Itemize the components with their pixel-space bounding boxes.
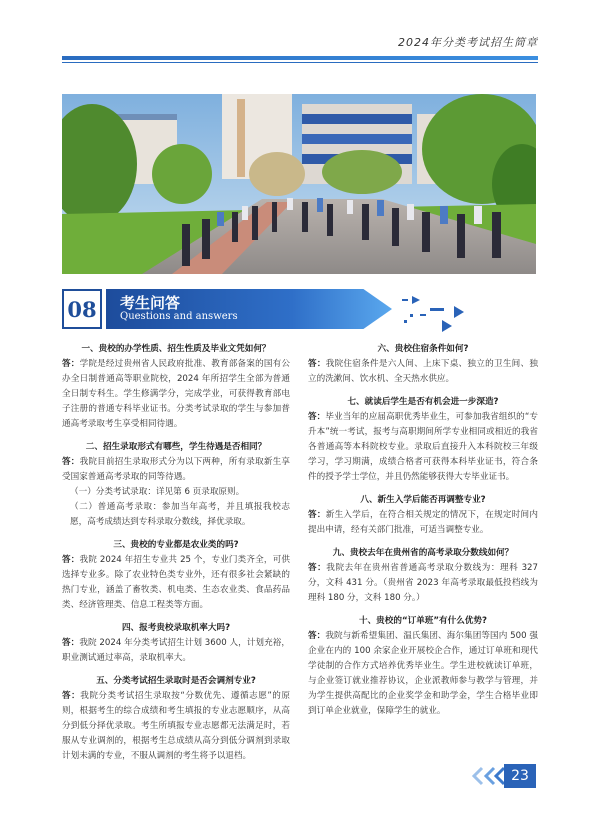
answer: 答：新生入学后，在符合相关规定的情况下，在规定时间内提出申请，经有关部门批准，可适当调整专业。 xyxy=(308,510,538,535)
answer: 答：学院是经过贵州省人民政府批准、教育部备案的国有公办全日制普通高等职业院校，2024 年所招学生全部为普通全日制专科生。学生修满学分，完成学业，可获得教育部电子注册的普通专科毕业证书。分类考试录取的学生与参加普通高考录取考生享受相同待遇。 xyxy=(62,359,290,429)
question: 八、新生入学后能否再调整专业? xyxy=(360,495,486,505)
qa-column-left xyxy=(62,342,290,764)
question: 一、贵校的办学性质、招生性质及毕业文凭如何？ xyxy=(81,344,271,354)
question: 十、贵校的“订单班”有什么优势? xyxy=(358,616,487,626)
section-title: 考生问答 xyxy=(120,294,181,312)
header-title: 2024年分类考试招生简章 xyxy=(398,36,538,49)
answer: 答：我院 2024 年招生专业共 25 个，专业门类齐全，可供选择专业多。除了农业特色类专业外，还有很多社会紧缺的热门专业，涵盖了畜牧类、机电类、生态农业类、食品药品类、经济管理类、信息工程类等方面。 xyxy=(62,555,290,610)
section-number: 08 xyxy=(62,289,102,329)
section-subtitle: Questions and answers xyxy=(120,311,238,322)
question: 七、就读后学生是否有机会进一步深造? xyxy=(347,397,499,407)
answer: 答：我院去年在贵州省普通高考录取分数线为：理科 327 分，文科 431 分。（贵州省 2023 年高考录取最低投档线为理科 180 分，文科 180 分。） xyxy=(308,563,538,603)
page-number-block xyxy=(466,764,536,788)
answer: 答：毕业当年的应届高职优秀毕业生，可参加我省组织的“专升本”统一考试，报考与高职期间所学专业相同或相近的我省各普通高等本科院校专业。录取后直接升入本科院校三年级学习，学习期满，成绩合格者可获得本科毕业证书，符合条件的授予学士学位，并且仍然能够获得大专毕业证书。 xyxy=(308,412,538,482)
question: 四、报考贵校录取机率大吗? xyxy=(121,623,231,633)
arrow-decoration-icon xyxy=(402,290,472,334)
qa-column-right xyxy=(308,342,538,719)
answer: 答：我院分类考试招生录取按“分数优先、遵循志愿”的原则，根据考生的综合成绩和考生填报的专业志愿顺序，从高分到低分择优录取。考生所填报专业志愿都无法满足时，若服从专业调剂的，根据考生总成绩从高分到低分调剂到录取计划未满的专业，不服从调剂的考生将予以退档。 xyxy=(62,691,290,761)
header-rule xyxy=(62,56,538,60)
question: 六、贵校住宿条件如何? xyxy=(377,344,469,354)
answer: 答：我院与新希望集团、温氏集团、海尔集团等国内 500 强企业在内的 100 余家企业开展校企合作，通过订单班和现代学徒制的合作方式培养优秀毕业生。学生进校就读订单班，与企业签订就业推荐协议，企业派教师参与教学与管理，并为学生提供高配比的企业奖学金和助学金，学生合格毕业即到订单企业就业，保障学生的就业。 xyxy=(308,631,538,716)
question: 二、招生录取形式有哪些，学生待遇是否相同？ xyxy=(85,442,267,452)
question: 九、贵校去年在贵州省的高考录取分数线如何？ xyxy=(332,548,514,558)
answer: 答：我院住宿条件是六人间、上床下桌、独立的卫生间、独立的洗漱间、饮水机、全天热水供应。 xyxy=(308,359,538,384)
answer-item: （一）分类考试录取：详见第 6 页录取原则。 xyxy=(70,487,245,497)
header-rule-thin xyxy=(62,62,538,63)
answer: 答：我院 2024 年分类考试招生计划 3600 人，计划充裕，职业测试通过率高，录取机率大。 xyxy=(62,638,290,663)
section-header xyxy=(62,289,392,329)
question: 五、分类考试招生录取时是否会调剂专业? xyxy=(96,676,256,686)
page-number: 23 xyxy=(504,764,536,788)
answer-item: （二）普通高考录取：参加当年高考，并且填报我校志愿，高考成绩达到专科录取分数线，择优录取。 xyxy=(70,502,290,527)
question: 三、贵校的专业都是农业类的吗? xyxy=(113,540,239,550)
campus-photo xyxy=(62,94,536,274)
answer: 答：我院目前招生录取形式分为以下两种，所有录取新生享受国家普通高考录取的同等待遇。 xyxy=(62,457,290,482)
